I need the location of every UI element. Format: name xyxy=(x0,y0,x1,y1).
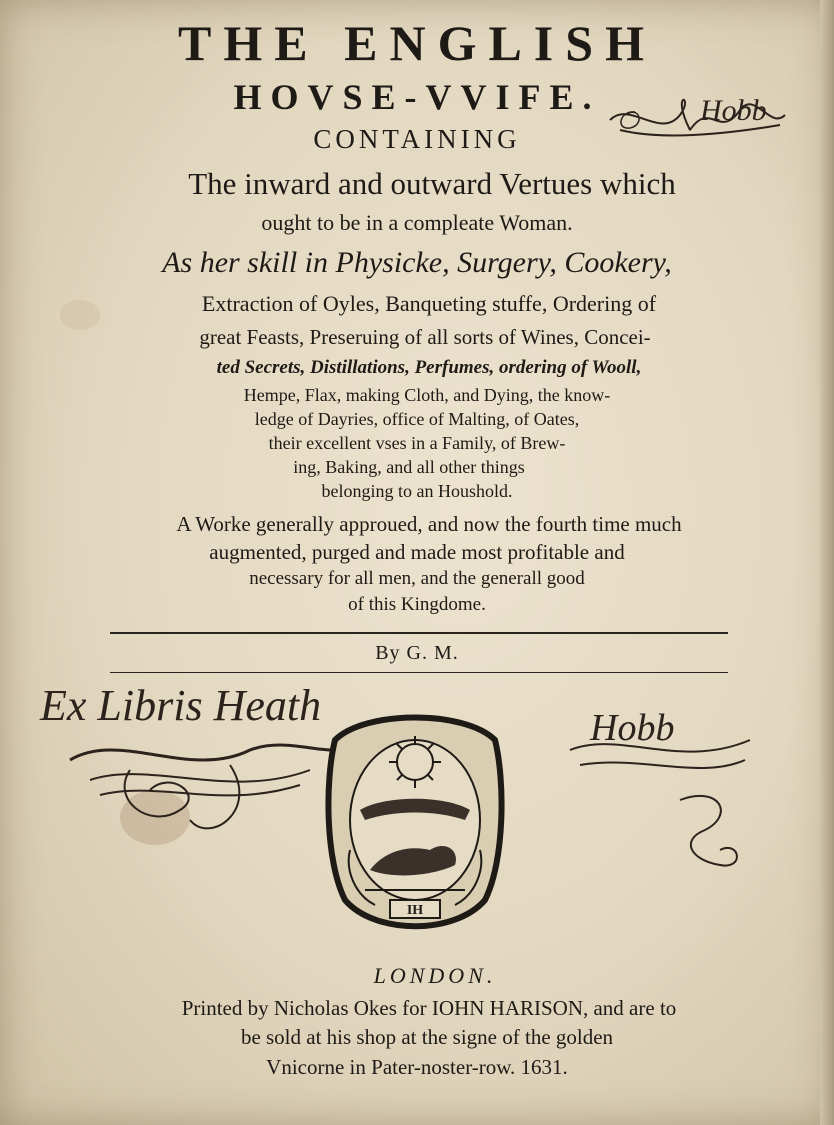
imprint-city: LONDON. xyxy=(373,963,497,988)
subtitle-line-2: ought to be in a compleate Woman. xyxy=(261,210,573,235)
printers-device xyxy=(315,700,515,940)
work-line: necessary for all men, and the generall good xyxy=(249,568,585,589)
work-line: augmented, purged and made most profitable and xyxy=(209,540,625,564)
signature-ex-libris xyxy=(30,670,360,860)
device-initials: IH xyxy=(406,903,424,918)
signature-right xyxy=(560,690,760,890)
work-line: A Worke generally approued, and now the fourth time much xyxy=(176,512,682,536)
work-line: of this Kingdome. xyxy=(348,594,486,615)
body-line: Hempe, Flax, making Cloth, and Dying, the know- xyxy=(243,385,611,405)
body-line: ledge of Dayries, office of Malting, of Oates, xyxy=(254,409,580,429)
imprint-line: Printed by Nicholas Okes for IOHN HARISON, and are to xyxy=(181,996,677,1020)
body-line: Extraction of Oyles, Banqueting stuffe, Ordering of xyxy=(201,291,657,316)
body-line: belonging to an Houshold. xyxy=(321,481,513,501)
signature-top-right xyxy=(600,80,790,150)
body-line: ing, Baking, and all other things xyxy=(293,457,525,477)
title-line-2: HOVSE-VVIFE. xyxy=(233,77,601,117)
containing-heading: CONTAINING xyxy=(313,124,521,154)
ex-libris-text: Ex Libris Heath xyxy=(40,681,322,730)
body-line: their excellent vses in a Family, of Brew- xyxy=(268,433,566,453)
subtitle-line-1: The inward and outward Vertues which xyxy=(188,166,676,201)
signature-text: Hobb xyxy=(700,94,767,127)
title-line-1: THE ENGLISH xyxy=(178,15,656,71)
divider-rule-top xyxy=(110,632,728,634)
body-line: ted Secrets, Distillations, Perfumes, ordering of Wooll, xyxy=(216,357,642,378)
body-line: great Feasts, Preseruing of all sorts of Wines, Concei- xyxy=(199,325,651,349)
imprint-line: Vnicorne in Pater-noster-row. 1631. xyxy=(266,1055,568,1079)
imprint-line: be sold at his shop at the signe of the golden xyxy=(240,1025,614,1049)
skills-line: As her skill in Physicke, Surgery, Cookery, xyxy=(162,246,672,279)
signature-right-text: Hobb xyxy=(590,707,675,749)
author-line: By G. M. xyxy=(375,642,459,664)
